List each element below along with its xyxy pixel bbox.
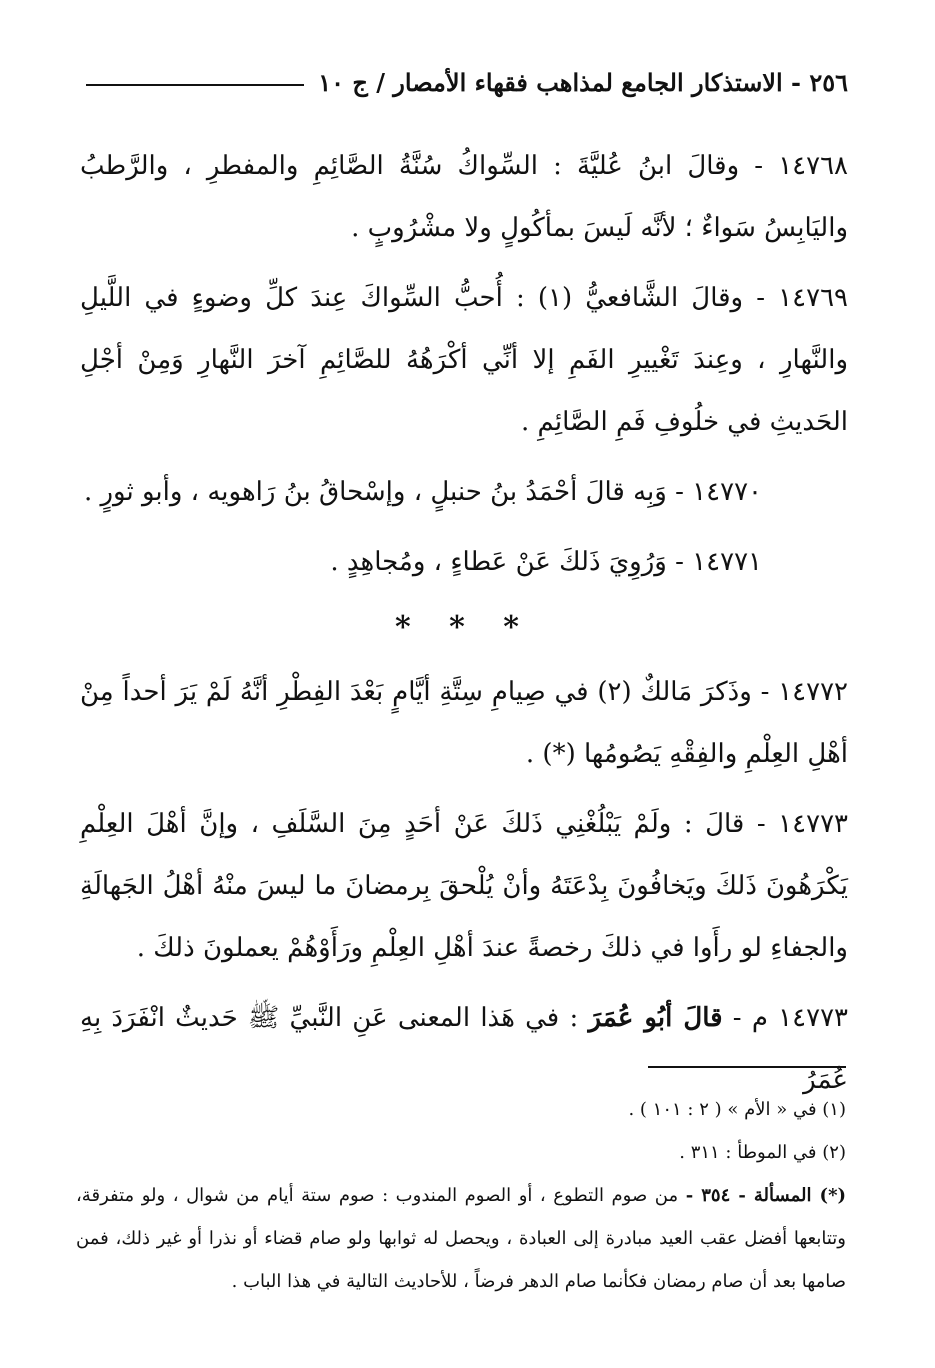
footnote-star-label: (*) المسألة - ٣٥٤ - [685,1185,846,1206]
header-rule [86,84,304,86]
paragraph-text: : في هَذا المعنى عَنِ النَّبيِّ ﷺ حَديثٌ انْفَرَدَ بِهِ عُمَرُ [80,1003,848,1095]
footnote-star-text: من صوم التطوع ، أو الصوم المندوب : صوم ستة أيام من شوال ، ولو متفرقة، وتتابعها أفضل عقب العيد مبادرة إلى العبادة ، ويحصل له ثوابها ولو صام قضاء أو نذرا أو غير ذلك، فمن صامها بعد أن صام رمضان فكأنما صام الدهر فرضاً ، للأحاديث التالية في هذا الباب . [76,1185,846,1292]
paragraph-14769: ١٤٧٦٩ - وقالَ الشَّافعيُّ (١) : أُحبُّ السِّواكَ عِندَ كلِّ وضوءٍ في اللَّيلِ والنَّهارِ ، وعِندَ تَغْييرِ الفَمِ إلا أنِّي أكْرَهُهُ للصَّائِمِ آخرَ النَّهارِ وَمِنْ أجْلِ الحَديثِ في خلُوفِ فَمِ الصَّائِمِ . [80,283,848,437]
main-text [80,135,848,1119]
footnote-rule [648,1066,846,1068]
speaker-name: قالَ أبُو عُمَرَ [588,1003,723,1033]
paragraph-14771: ١٤٧٧١ - وَرُوِيَ ذَلكَ عَنْ عَطاءٍ ، ومُجاهِدٍ . [330,547,762,577]
paragraph-14770: ١٤٧٧٠ - وَبِه قالَ أحْمَدُ بنُ حنبلٍ ، وإسْحاقُ بنُ رَاهويه ، وأبو ثورٍ . [83,477,762,507]
footnote-1: (١) في « الأم » ( ٢ : ١٠١ ) . [628,1099,846,1120]
running-header [86,62,848,102]
header-title: ٢٥٦ - الاستذكار الجامع لمذاهب فقهاء الأمصار / ج ١٠ [318,67,848,97]
section-separator: * * * [395,610,533,645]
footnote-star [76,1174,846,1303]
paragraph-14768: ١٤٧٦٨ - وقالَ ابنُ عُليَّةَ : السِّواكُ سُنَّةُ الصَّائِمِ والمفطرِ ، والرَّطبُ واليَابِسُ سَواءٌ ؛ لأنَّه لَيسَ بمأكُولٍ ولا مشْرُوبٍ . [80,151,849,243]
paragraph-number: ١٤٧٧٣ م - [722,1003,848,1033]
footnotes [76,1088,846,1303]
paragraph-14772: ١٤٧٧٢ - وذَكرَ مَالكٌ (٢) في صِيامِ سِتَّةِ أيَّامٍ بَعْدَ الفِطْرِ أنَّهُ لَمْ يَرَ أحداً مِنْ أهْلِ العِلْمِ والفِقْهِ يَصُومُها (*) . [80,677,848,769]
footnote-2: (٢) في الموطأ : ٣١١ . [679,1142,846,1163]
paragraph-14773: ١٤٧٧٣ - قالَ : ولَمْ يَبْلُغْنِي ذَلكَ عَنْ أحَدٍ مِنَ السَّلَفِ ، وإنَّ أهْلَ العِلْمِ يَكْرَهُونَ ذَلكَ ويَخافُونَ بِدْعَتَهُ وأنْ يُلْحقَ بِرمضانَ ما ليسَ منْهُ أهْلُ الجَهالَةِ والجفاءِ لو رأَوا في ذلكَ رخصةً عندَ أهْلِ العِلْمِ ورَأَوْهُمْ يعملونَ ذلكَ . [80,809,848,963]
